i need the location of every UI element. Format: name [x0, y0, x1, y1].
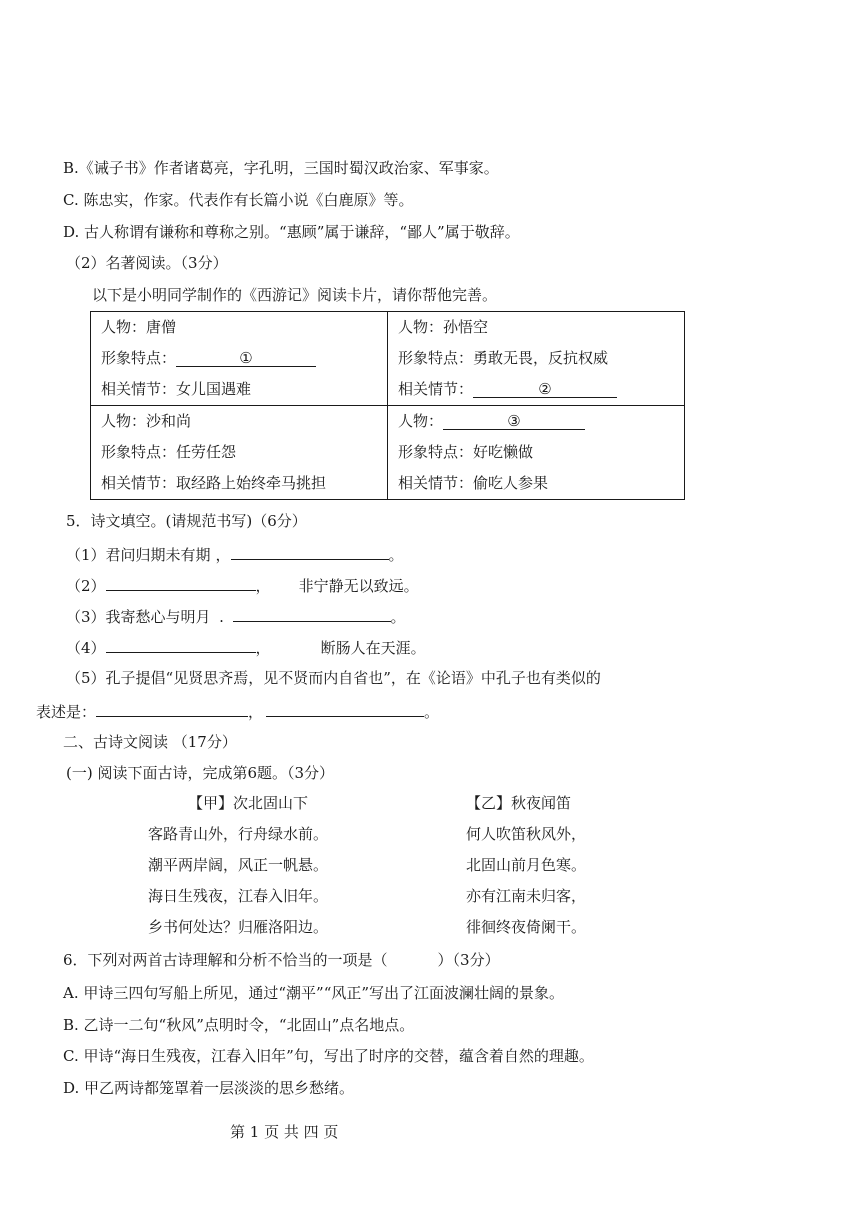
q5-comma: ，: [255, 577, 271, 595]
poem-b-line: 何人吹笛秋风外，: [466, 825, 587, 843]
q6-option-b: B. 乙诗一二句“秋风”点明时令，“北固山”点名地点。: [63, 1016, 415, 1034]
answer-blank-3[interactable]: ③: [443, 413, 585, 430]
card-line: [398, 406, 684, 437]
fill-blank[interactable]: [233, 605, 391, 622]
section2-sub: (一) 阅读下面古诗，完成第6题。（3分）: [66, 764, 335, 782]
q5-period: 。: [388, 546, 404, 564]
fill-blank[interactable]: [106, 636, 256, 653]
q5-period: 。: [390, 608, 406, 626]
q6-stem-end: ）（3分）: [437, 951, 500, 969]
card-line: 形象特点：任劳任怨: [101, 443, 237, 461]
q5-dot: .: [219, 608, 224, 626]
q5-comma: ，: [255, 639, 271, 657]
q4-option-b: B.《诫子书》作者诸葛亮，字孔明，三国时蜀汉政治家、军事家。: [63, 159, 499, 177]
fill-blank[interactable]: [231, 543, 389, 560]
card-line: 人物：孙悟空: [398, 318, 489, 336]
card-line: 相关情节：取经路上始终牵马挑担: [101, 474, 327, 492]
card-label: 人物：: [398, 412, 444, 430]
q6-option-c: C. 甲诗“海日生残夜，江春入旧年”句，写出了时序的交替，蕴含着自然的理趣。: [63, 1047, 594, 1065]
q5-item5-cont: [36, 700, 439, 722]
q5-item2-label: （2）: [66, 577, 106, 595]
card-sunwukong: [388, 312, 685, 406]
poem-a-line: 乡书何处达？归雁洛阳边。: [148, 918, 329, 936]
answer-blank-2[interactable]: ②: [473, 381, 617, 398]
q5-comma: ，: [215, 546, 231, 564]
q5-period: 。: [424, 703, 440, 721]
q5-item2: [66, 574, 419, 596]
poem-b-line: 北固山前月色寒。: [466, 856, 587, 874]
q5-item5: （5）孔子提倡“见贤思齐焉，见不贤而内自省也”，在《论语》中孔子也有类似的: [66, 669, 601, 687]
reading-card-table: [90, 311, 685, 500]
section2-heading: 二、古诗文阅读 （17分）: [63, 733, 237, 751]
card-line: 人物：沙和尚: [101, 412, 192, 430]
q5-item3-text: （3）我寄愁心与明月: [66, 608, 211, 626]
q5-item5-cont-text: 表述是：: [36, 703, 97, 721]
poem-b-line: 亦有江南未归客，: [466, 887, 587, 905]
q5-item4-text: 断肠人在天涯。: [320, 639, 426, 657]
q4-option-c: C. 陈忠实，作家。代表作有长篇小说《白鹿原》等。: [63, 191, 414, 209]
q5-item4: [66, 636, 426, 658]
card-line: 相关情节：女儿国遇难: [101, 380, 252, 398]
poem-a-line: 海日生残夜，江春入旧年。: [148, 887, 329, 905]
card-unknown: [388, 406, 685, 500]
card-shaheshang: [91, 406, 388, 500]
fill-blank[interactable]: [266, 700, 424, 717]
q4-2-heading: （2）名著阅读。（3分）: [66, 254, 228, 272]
card-tangseng: [91, 312, 388, 406]
poem-b-title: 【乙】秋夜闻笛: [466, 794, 572, 812]
card-line: 形象特点：勇敢无畏，反抗权威: [398, 349, 609, 367]
q6-option-a: A. 甲诗三四句写船上所见，通过“潮平”“风正”写出了江面波澜壮阔的景象。: [63, 984, 565, 1002]
card-line: 形象特点：好吃懒做: [398, 443, 534, 461]
card-line: 相关情节：偷吃人参果: [398, 474, 549, 492]
card-line: [398, 374, 684, 405]
page-footer: 第 1 页 共 四 页: [230, 1123, 339, 1141]
q5-comma: ，: [248, 703, 264, 721]
q6-option-d: D. 甲乙两诗都笼罩着一层淡淡的思乡愁绪。: [63, 1079, 355, 1097]
card-label: 相关情节：: [398, 380, 474, 398]
q5-item4-label: （4）: [66, 639, 106, 657]
q5-item2-text: 非宁静无以致远。: [298, 577, 419, 595]
poem-b-line: 徘徊终夜倚阑干。: [466, 918, 587, 936]
card-line: 人物：唐僧: [101, 318, 177, 336]
q5-item1: [66, 543, 404, 565]
poem-a-line: 潮平两岸阔，风正一帆悬。: [148, 856, 329, 874]
q6-stem: [63, 950, 500, 970]
q6-stem-text: 6．下列对两首古诗理解和分析不恰当的一项是（: [63, 951, 388, 969]
q5-item1-text: （1）君问归期未有期: [66, 546, 211, 564]
q5-item3: [66, 605, 406, 627]
fill-blank[interactable]: [96, 700, 248, 717]
card-line: [101, 343, 387, 374]
poem-a-line: 客路青山外，行舟绿水前。: [148, 825, 329, 843]
card-label: 形象特点：: [101, 349, 177, 367]
q4-option-d: D. 古人称谓有谦称和尊称之别。“惠顾”属于谦辞，“鄙人”属于敬辞。: [63, 223, 520, 241]
answer-blank-1[interactable]: ①: [176, 350, 316, 367]
poem-a-title: 【甲】次北固山下: [188, 794, 309, 812]
reading-card-intro: 以下是小明同学制作的《西游记》阅读卡片，请你帮他完善。: [92, 286, 498, 304]
fill-blank[interactable]: [106, 574, 256, 591]
q5-heading: 5．诗文填空。(请规范书写)（6分）: [66, 512, 307, 530]
